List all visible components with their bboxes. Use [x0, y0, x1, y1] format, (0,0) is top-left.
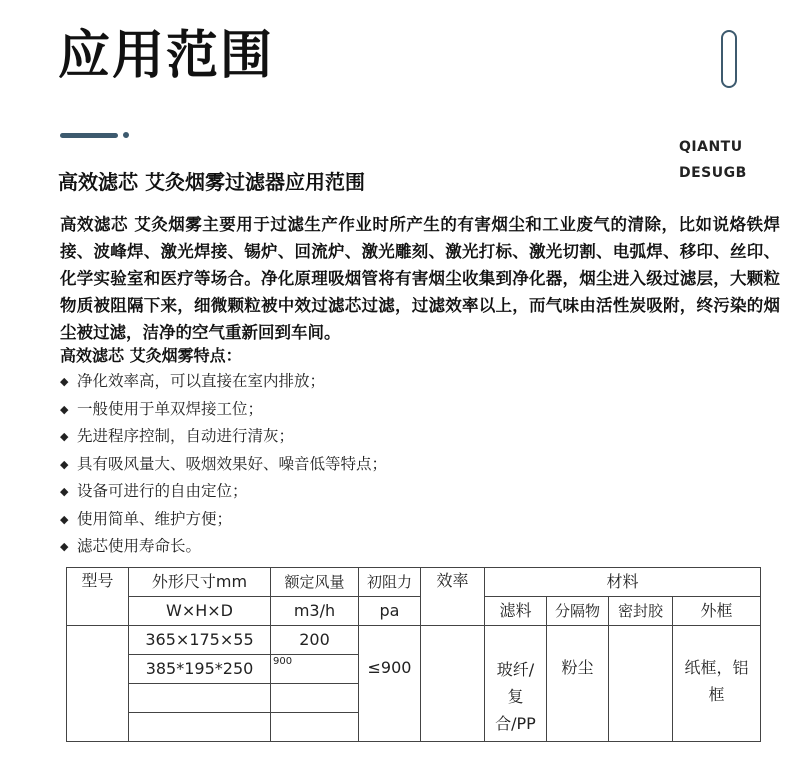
header-resistance-unit: pa — [359, 597, 421, 626]
empty-cell — [271, 684, 359, 713]
brand-mark — [679, 134, 747, 186]
header-separator: 分隔物 — [547, 597, 609, 626]
model-cell — [67, 626, 129, 742]
frame-cell: 纸框，铝 框 — [673, 626, 761, 742]
feature-item: ◆ 滤芯使用寿命长。 — [60, 533, 387, 561]
empty-cell — [271, 713, 359, 742]
features-heading: 高效滤芯 艾灸烟雾特点： — [60, 346, 242, 365]
size-cell: 385*195*250 — [129, 655, 271, 684]
table-header-row — [67, 597, 761, 626]
header-material: 材料 — [485, 568, 761, 597]
spec-table — [66, 567, 761, 742]
header-sealant: 密封胶 — [609, 597, 673, 626]
header-size-unit: W×H×D — [129, 597, 271, 626]
diamond-bullet-icon: ◆ — [60, 430, 69, 443]
brand-line-1: QIANTU — [679, 139, 743, 155]
efficiency-cell — [421, 626, 485, 742]
header-frame: 外框 — [673, 597, 761, 626]
feature-item: ◆ 设备可进行的自由定位； — [60, 478, 387, 506]
section-subtitle: 高效滤芯 艾灸烟雾过滤器应用范围 — [58, 170, 365, 194]
table-row — [67, 626, 761, 655]
accent-dot — [123, 132, 129, 138]
empty-cell — [129, 713, 271, 742]
separator-cell: 粉尘 — [547, 626, 609, 742]
feature-item: ◆ 净化效率高，可以直接在室内排放； — [60, 368, 387, 396]
features-list — [60, 368, 387, 561]
header-flow-unit: m3/h — [271, 597, 359, 626]
empty-cell — [129, 684, 271, 713]
header-model: 型号 — [67, 568, 129, 626]
resistance-cell: ≤900 — [359, 626, 421, 742]
flow-cell: 900 — [271, 655, 359, 684]
header-efficiency: 效率 — [421, 568, 485, 626]
diamond-bullet-icon: ◆ — [60, 512, 69, 526]
diamond-bullet-icon: ◆ — [60, 375, 69, 388]
header-resistance: 初阻力 — [359, 568, 421, 597]
sealant-cell — [609, 626, 673, 742]
decorative-pill — [721, 30, 737, 88]
description-paragraph: 高效滤芯 艾灸烟雾主要用于过滤生产作业时所产生的有害烟尘和工业废气的清除，比如说烙铁焊接、波峰焊、激光焊接、锡炉、回流炉、激光雕刻、激光打标、激光切割、电弧焊、移印、丝印、化学实验室和医疗等场合。净化原理吸烟管将有害烟尘收集到净化器，烟尘进入级过滤层，大颗粒物质被阻隔下来，细微颗粒被中效过滤芯过滤，过滤效率以上，而气味由活性炭吸附，终污染的烟尘被过滤，洁净的空气重新回到车间。 — [60, 215, 780, 342]
diamond-bullet-icon: ◆ — [60, 457, 69, 471]
diamond-bullet-icon: ◆ — [60, 540, 69, 553]
table-header-row — [67, 568, 761, 597]
diamond-bullet-icon: ◆ — [60, 402, 69, 416]
filter-media-cell: 玻纤/ 复 合/PP — [485, 626, 547, 742]
size-cell: 365×175×55 — [129, 626, 271, 655]
feature-item: ◆ 具有吸风量大、吸烟效果好、噪音低等特点； — [60, 451, 387, 479]
diamond-bullet-icon: ◆ — [60, 485, 69, 498]
flow-cell: 200 — [271, 626, 359, 655]
feature-item: ◆ 使用简单、维护方便； — [60, 506, 387, 534]
header-filter-media: 滤料 — [485, 597, 547, 626]
header-flow: 额定风量 — [271, 568, 359, 597]
brand-line-2: DESUGB — [679, 165, 747, 181]
feature-item: ◆ 先进程序控制，自动进行清灰； — [60, 423, 387, 451]
page-title: 应用范围 — [58, 26, 275, 86]
header-size: 外形尺寸mm — [129, 568, 271, 597]
feature-item: ◆ 一般使用于单双焊接工位； — [60, 396, 387, 424]
accent-bar — [60, 133, 118, 138]
